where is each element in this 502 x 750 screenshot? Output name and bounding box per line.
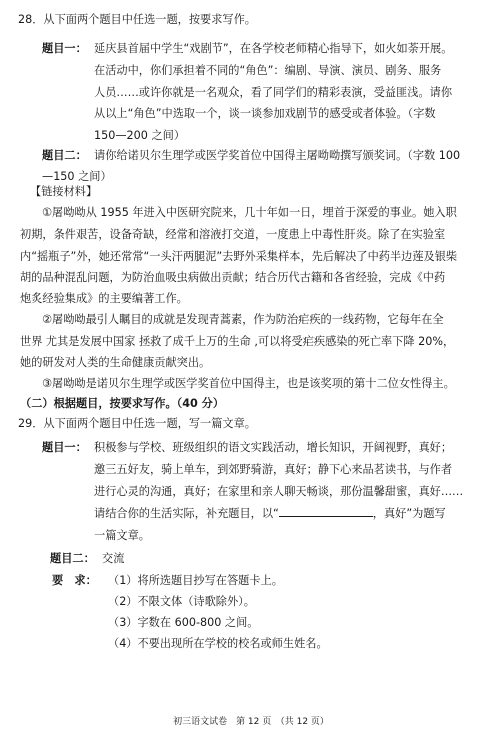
material-line: 初期，条件艰苦，设备奇缺，经常和溶液打交道，一度患上中毒性肝炎。除了在实验室 [20, 228, 446, 241]
q29-topic1-line: ，真好”为题写 [372, 507, 446, 520]
requirement-item: （2）不限文体（诗歌除外）。 [108, 595, 255, 608]
q28-topic1-line: 延庆县首届中学生“戏剧节”，在各学校老师精心指导下，如火如荼开展。 [94, 42, 453, 55]
q28-topic2-line: —150 之间） [42, 170, 112, 183]
q29-topic1-line: 请结合你的生活实际，补充题目，以“ [94, 507, 279, 520]
q29-topic1-line: 一篇文章。 [94, 529, 150, 542]
material-line: 世界 尤其是发展中国家 拯救了成千上万的生命 ,可以将受疟疾感染的死亡率下降 20%， [20, 335, 455, 348]
q29-topic1-line: 邀三五好友，骑上单车，到郊野骑游，真好；静下心来品茗读书，与作者 [94, 463, 453, 476]
material-line: ③屠呦呦是诺贝尔生理学或医学奖首位中国得主，也是该奖项的第十二位女性得主。 [42, 377, 455, 390]
section-title: （二）根据题目，按要求写作。（40 分） [20, 397, 225, 410]
q29-topic1-line: 进行心灵的沟通，真好；在家里和亲人聊天畅谈，那份温馨甜蜜，真好…… [94, 485, 464, 498]
q28-topic1-line: 人员……或许你就是一名观众，看了同学们的精彩表演，受益匪浅。请你 [94, 86, 453, 99]
requirements-label: 要 求： [52, 574, 97, 587]
material-line: ②屠呦呦最引人瞩目的成就是发现青蒿素，作为防治疟疾的一线药物，它每年在全 [42, 313, 444, 326]
material-title: 【链接材料】 [30, 185, 98, 198]
q28-topic1-label: 题目一： [42, 42, 87, 55]
material-line: 她的研发对人类的生命健康贡献突出。 [20, 356, 211, 369]
q28-title: 28．从下面两个题目中任选一题，按要求写作。 [18, 13, 256, 26]
q28-topic2-line: 请你给诺贝尔生理学或医学奖首位中国得主屠呦呦撰写颁奖词。（字数 100 [94, 149, 461, 162]
q29-topic1-line: 积极参与学校、班级组织的语文实践活动，增长知识，开阔视野，真好； [94, 441, 453, 454]
material-line: 炮炙经验集成》的主要编著工作。 [20, 292, 188, 305]
q29-topic2-text: 交流 [102, 552, 125, 565]
q28-topic1-line: 150—200 之间） [94, 129, 186, 142]
page-footer: 初三语文试卷 第 12 页 （共 12 页） [173, 717, 329, 727]
material-line: 胡的品种混乱问题，为防治血吸虫病做出贡献；结合历代古籍和各省经验，完成《中药 [20, 271, 446, 284]
q29-topic1-label: 题目一： [42, 441, 87, 454]
q29-title: 29．从下面两个题目中任选一题，写一篇文章。 [18, 417, 256, 430]
requirement-item: （3）字数在 600-800 之间。 [108, 616, 259, 629]
fill-in-blank [279, 504, 373, 517]
requirement-item: （4）不要出现所在学校的校名或师生姓名。 [108, 637, 328, 650]
requirement-item: （1）将所选题目抄写在答题卡上。 [108, 574, 283, 587]
q28-topic1-line: 从以上“角色”中选取一个，谈一谈参加戏剧节的感受或者体验。（字数 [94, 107, 436, 120]
material-line: 内“摇瓶子”外，她还常常“一头汗两腿泥”去野外采集样本，先后解决了中药半边莲及银柴 [20, 250, 458, 263]
q29-topic2-label: 题目二： [50, 552, 95, 565]
q28-topic2-label: 题目二： [42, 149, 87, 162]
material-line: ①屠呦呦从 1955 年进入中医研究院来，几十年如一日，埋首于深爱的事业。她入职 [42, 206, 457, 219]
q29-topic1-fill-line [94, 503, 446, 524]
q28-topic1-line: 在活动中，你们承担着不同的“角色”：编剧、导演、演员、剧务、服务 [94, 64, 442, 77]
